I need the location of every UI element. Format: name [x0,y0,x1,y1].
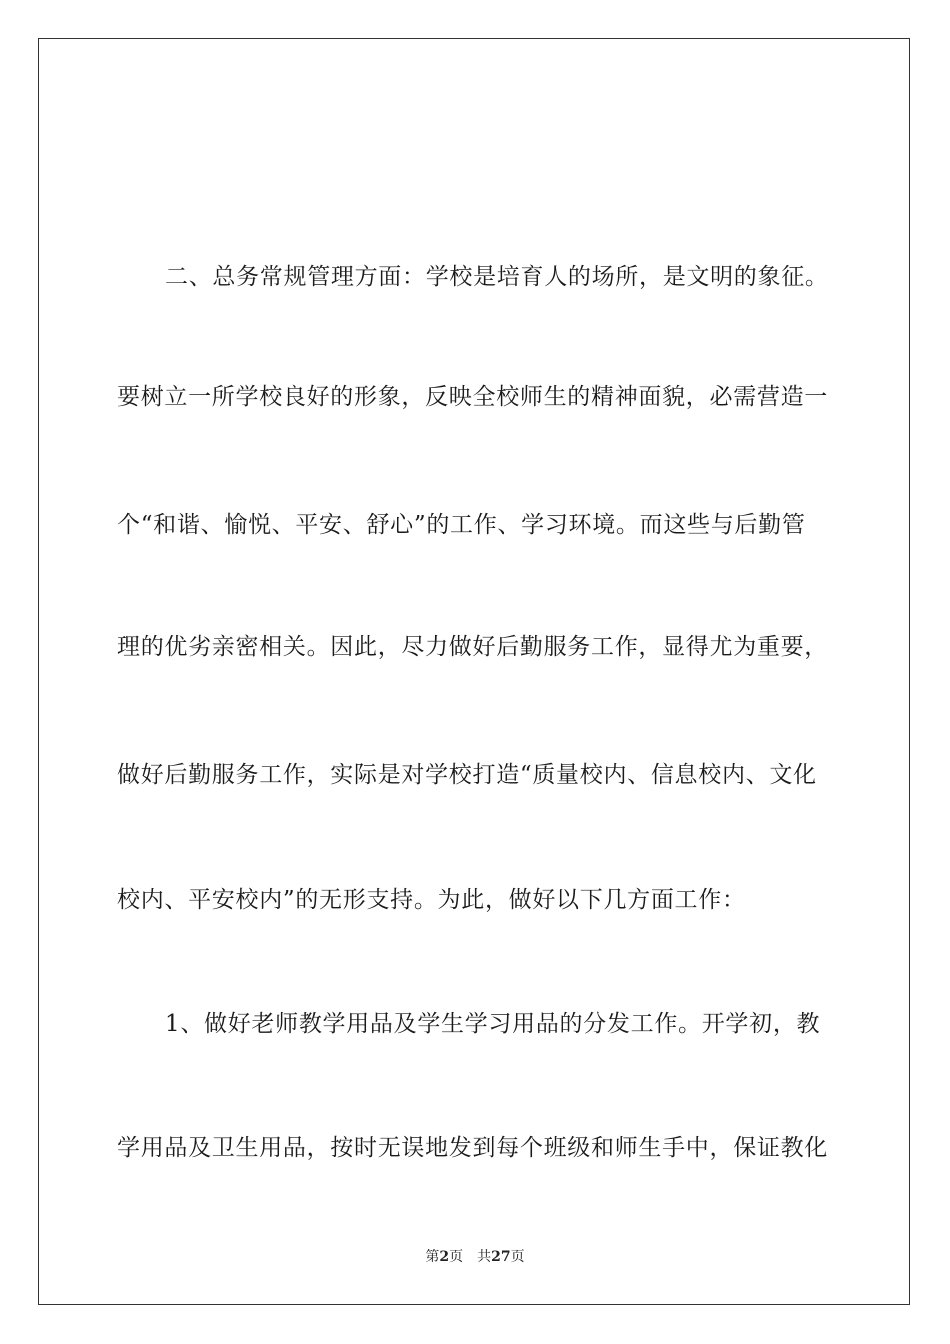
page-number: 2 [439,1249,450,1265]
total-pages: 27 [491,1249,511,1265]
page-footer [0,1248,950,1266]
paragraph-1-line-2: 要树立一所学校良好的形象，反映全校师生的精神面貌，必需营造一 [117,384,828,410]
total-prefix: 共 [477,1249,492,1265]
paragraph-1-line-5: 做好后勤服务工作，实际是对学校打造“质量校内、信息校内、文化 [117,762,817,788]
paragraph-2-line-1: 1、做好老师教学用品及学生学习用品的分发工作。开学初，教 [165,1011,821,1037]
paragraph-1-line-4: 理的优劣亲密相关。因此，尽力做好后勤服务工作，显得尤为重要， [117,634,828,660]
page-prefix: 第 [425,1249,440,1265]
paragraph-2-line-2: 学用品及卫生用品，按时无误地发到每个班级和师生手中，保证教化 [117,1135,828,1161]
page-border [38,38,910,1305]
paragraph-1-line-3: 个“和谐、愉悦、平安、舒心”的工作、学习环境。而这些与后勤管 [117,512,806,538]
paragraph-1-line-1: 二、总务常规管理方面：学校是培育人的场所，是文明的象征。 [165,264,829,290]
paragraph-1-line-6: 校内、平安校内”的无形支持。为此，做好以下几方面工作： [117,887,746,913]
total-suffix: 页 [510,1249,525,1265]
page-suffix: 页 [449,1249,464,1265]
